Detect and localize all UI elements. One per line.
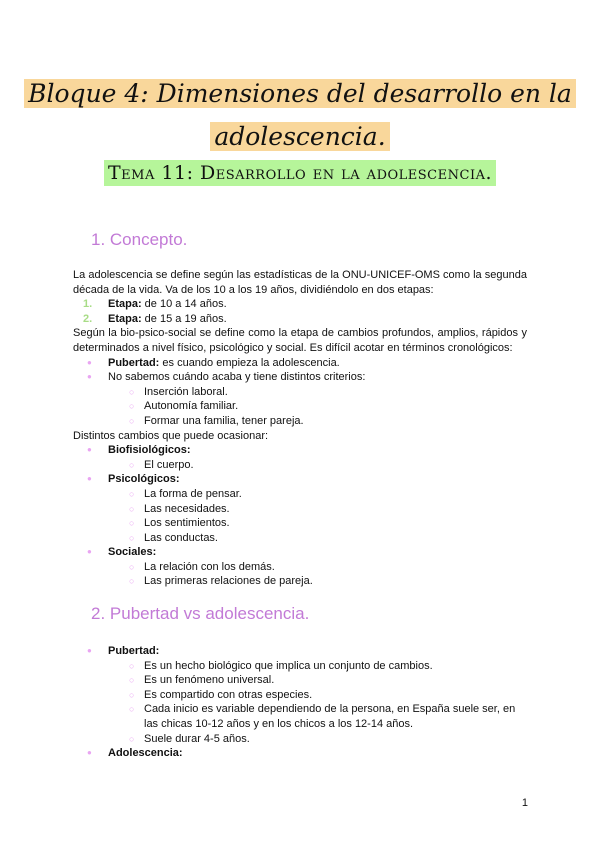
biopsico-paragraph: Según la bio-psico-social se define como la etapa de cambios profundos, amplios, rápidos y determinados a nivel físico, psicológico y social. Es difícil acotar en términos cronológicos: xyxy=(73,327,527,354)
list-item: ● Biofisiológicos: xyxy=(73,443,527,458)
list-item: ○ El cuerpo. xyxy=(73,458,527,473)
comparison-list xyxy=(73,644,527,761)
list-item: ○ Es compartido con otras especies. xyxy=(73,688,527,703)
list-item: ● Adolescencia: xyxy=(73,746,527,761)
list-item: 2. Etapa: de 15 a 19 años. xyxy=(83,312,227,325)
list-item: ● Psicológicos: xyxy=(73,472,527,487)
list-item: 1. Etapa: de 10 a 14 años. xyxy=(83,298,227,311)
stages-list xyxy=(73,297,527,326)
list-item: ○ Las necesidades. xyxy=(73,502,527,517)
criteria-list xyxy=(73,356,527,429)
list-item: ○ Es un hecho biológico que implica un conjunto de cambios. xyxy=(73,659,527,674)
page-number: 1 xyxy=(521,797,528,809)
list-item: ○ La relación con los demás. xyxy=(73,560,527,575)
intro-paragraph: La adolescencia se define según las estadísticas de la ONU-UNICEF-OMS como la segunda década de la vida. Va de los 10 a los 19 años, dividiéndolo en dos etapas: xyxy=(73,269,527,296)
list-item: ○ Suele durar 4-5 años. xyxy=(73,732,527,747)
section2-heading: 2. Pubertad vs adolescencia. xyxy=(91,604,310,623)
list-item: ○ Los sentimientos. xyxy=(73,516,527,531)
list-item: ○ Las conductas. xyxy=(73,531,527,546)
list-item: ○ Las primeras relaciones de pareja. xyxy=(73,574,527,589)
list-item: ● Pubertad: xyxy=(73,644,527,659)
main-title xyxy=(0,72,600,158)
list-item: ○ Es un fenómeno universal. xyxy=(73,673,527,688)
subtitle xyxy=(0,162,600,184)
list-item: ● No sabemos cuándo acaba y tiene distintos criterios: xyxy=(73,370,527,385)
list-item: ● Pubertad: es cuando empieza la adolescencia. xyxy=(73,356,527,371)
subtitle-text: Tema 11: Desarrollo en la adolescencia. xyxy=(104,160,496,186)
section2-body xyxy=(73,644,527,761)
section1-body xyxy=(73,268,527,589)
changes-list xyxy=(73,443,527,589)
main-title-line1: Bloque 4: Dimensiones del desarrollo en la xyxy=(24,79,576,108)
list-item: ○ La forma de pensar. xyxy=(73,487,527,502)
list-item: ● Sociales: xyxy=(73,545,527,560)
list-item: ○ Cada inicio es variable dependiendo de la persona, en España suele ser, en las chicas 10-12 años y en los chicos a los 12-14 años. xyxy=(73,702,527,731)
main-title-line2: adolescencia. xyxy=(210,122,389,151)
list-item: ○ Formar una familia, tener pareja. xyxy=(73,414,527,429)
list-item: ○ Autonomía familiar. xyxy=(73,399,527,414)
section1-heading: 1. Concepto. xyxy=(91,230,188,249)
changes-intro: Distintos cambios que puede ocasionar: xyxy=(73,429,269,442)
list-item: ○ Inserción laboral. xyxy=(73,385,527,400)
